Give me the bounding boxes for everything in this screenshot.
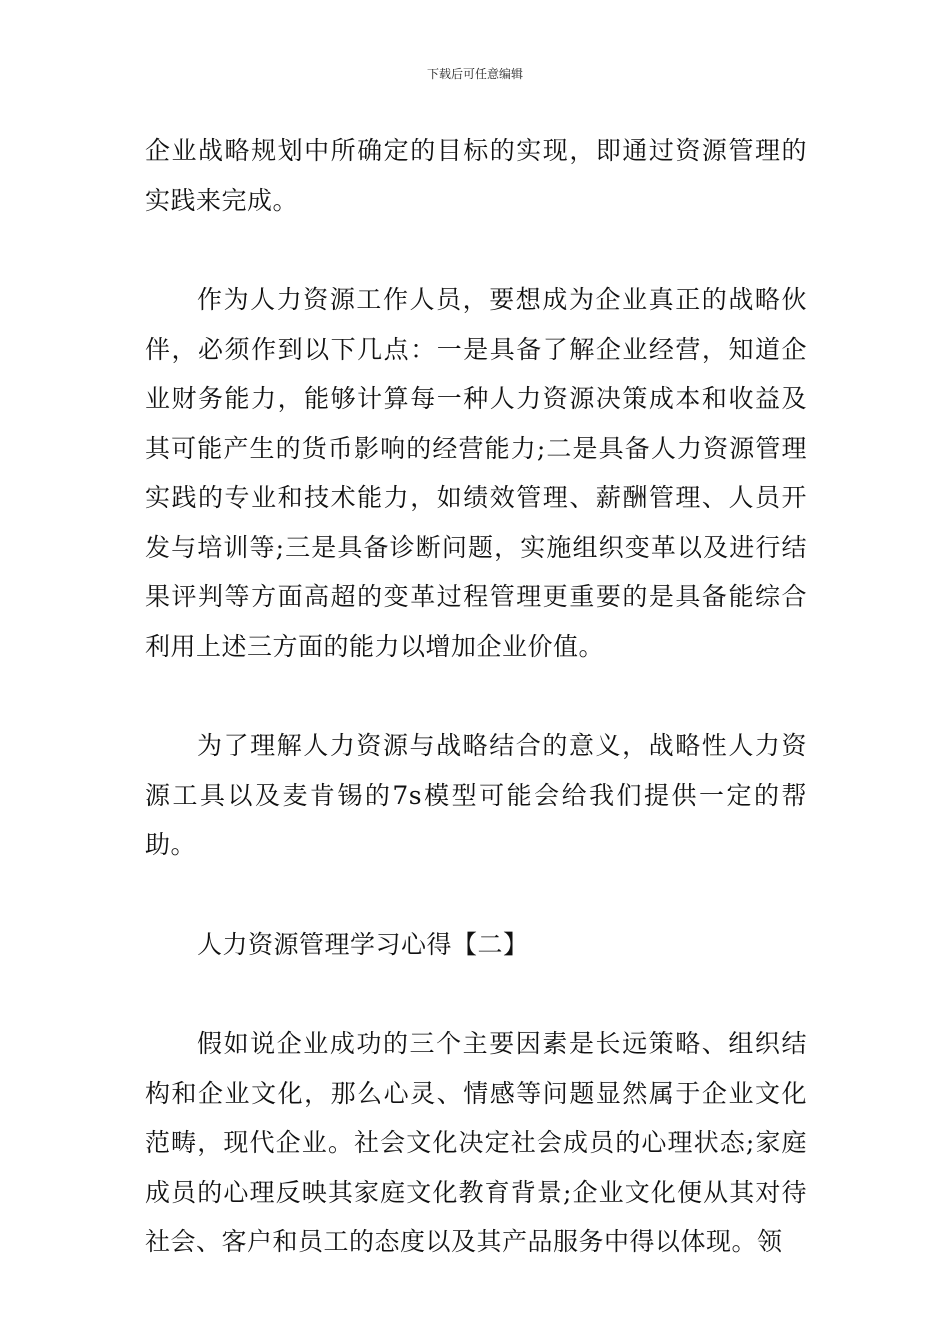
paragraph-hr-partner: 作为人力资源工作人员，要想成为企业真正的战略伙伴，必须作到以下几点：一是具备了解企业经营，知道企业财务能力，能够计算每一种人力资源决策成本和收益及其可能产生的货币影响的经营能力;二是具备人力资源管理实践的专业和技术能力，如绩效管理、薪酬管理、人员开发与培训等;三是具备诊断问题，实施组织变革以及进行结果评判等方面高超的变革过程管理更重要的是具备能综合利用上述三方面的能力以增加企业价值。: [145, 285, 807, 661]
paragraph-7s-model: 为了理解人力资源与战略结合的意义，战略性人力资源工具以及麦肯锡的7s模型可能会给我们提供一定的帮助。: [145, 731, 807, 859]
header-note: 下载后可任意编辑: [426, 67, 523, 81]
document-body: [145, 126, 807, 1267]
paragraph-gap: [145, 225, 807, 275]
paragraph-gap: [145, 870, 807, 920]
paragraph-continuation: 企业战略规划中所确定的目标的实现，即通过资源管理的实践来完成。: [145, 136, 807, 215]
paragraph-corporate-culture: 假如说企业成功的三个主要因素是长远策略、组织结构和企业文化，那么心灵、情感等问题显然属于企业文化范畴，现代企业。社会文化决定社会成员的心理状态;家庭成员的心理反映其家庭文化教育背景;企业文化便从其对待社会、客户和员工的态度以及其产品服务中得以体现。领: [145, 1029, 807, 1256]
paragraph-gap: [145, 671, 807, 721]
paragraph-gap: [145, 969, 807, 1019]
section-heading: 人力资源管理学习心得【二】: [197, 929, 529, 959]
